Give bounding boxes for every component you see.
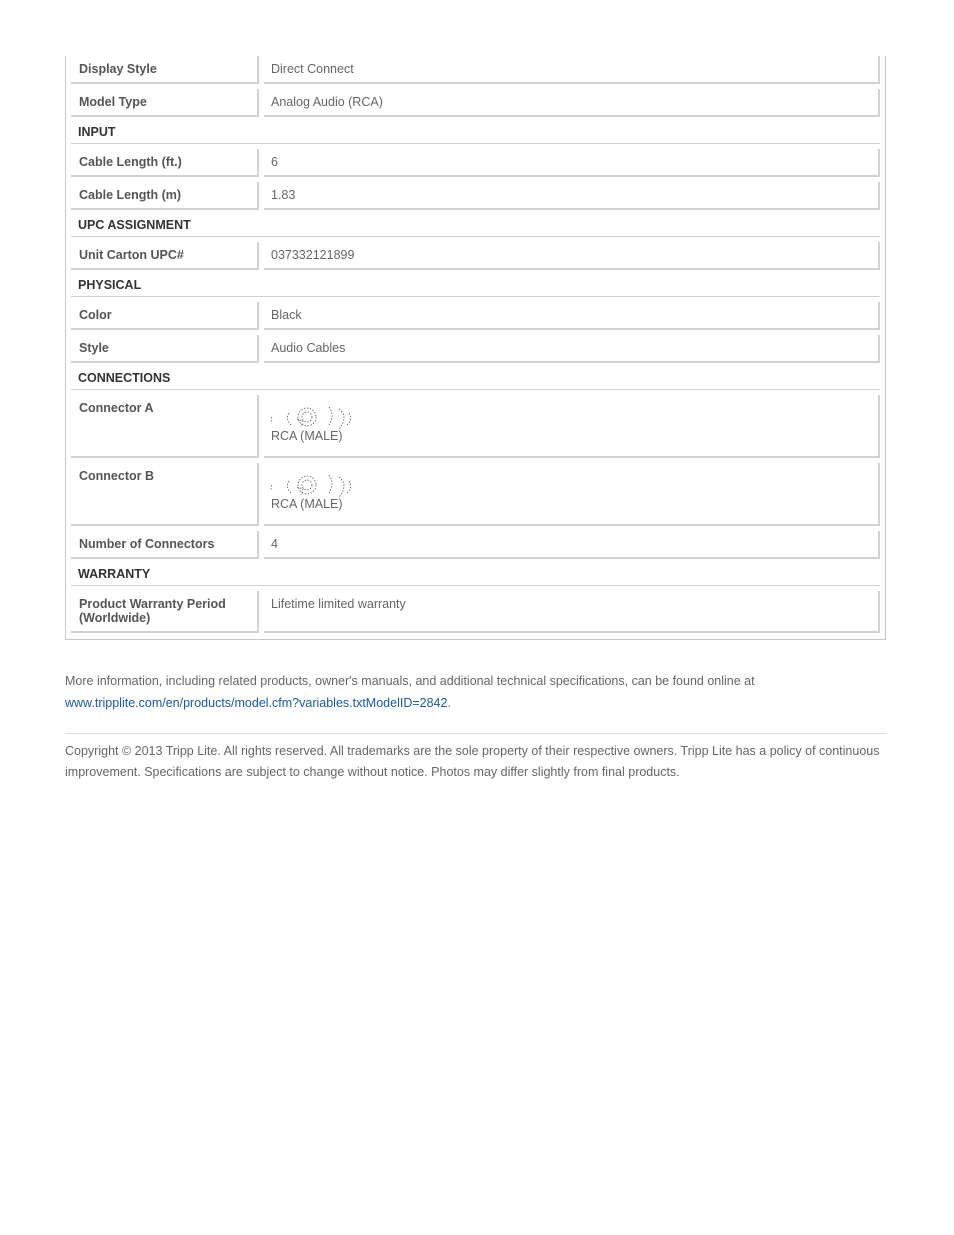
spec-value: Black <box>264 302 880 330</box>
more-info-paragraph <box>65 670 887 714</box>
section-header-warranty: WARRANTY <box>71 563 880 586</box>
section-header-input: INPUT <box>71 121 880 144</box>
spec-value-connector <box>264 395 880 458</box>
spec-row-model-type <box>71 89 880 117</box>
spec-row-cable-length-ft <box>71 149 880 177</box>
spec-row-display-style <box>71 56 880 84</box>
link-suffix: . <box>447 696 451 710</box>
copyright-notice: Copyright © 2013 Tripp Lite. All rights reserved. All trademarks are the sole property of their respective owners. Tripp Lite has a policy of continuous improvement. Specifications are subject to change without notice. Photos may differ slightly from final products. <box>65 744 880 779</box>
spec-label: Cable Length (ft.) <box>71 149 259 177</box>
spec-label: Display Style <box>71 56 259 84</box>
spec-label: Connector B <box>71 463 259 526</box>
spec-value: 037332121899 <box>264 242 880 270</box>
spec-label: Model Type <box>71 89 259 117</box>
spec-value: 4 <box>264 531 880 559</box>
footer-divider <box>65 733 887 734</box>
spec-label: Color <box>71 302 259 330</box>
spec-row-warranty-period <box>71 591 880 633</box>
spec-label: Product Warranty Period (Worldwide) <box>71 591 259 633</box>
spec-row-number-of-connectors <box>71 531 880 559</box>
connector-b-value: RCA (MALE) <box>271 497 343 511</box>
spec-table <box>65 56 886 640</box>
spec-row-connector-a <box>71 395 880 458</box>
spec-row-color <box>71 302 880 330</box>
spec-value: 6 <box>264 149 880 177</box>
more-info-text: More information, including related products, owner's manuals, and additional technical specifications, can be found online at <box>65 674 755 688</box>
spec-label: Connector A <box>71 395 259 458</box>
section-header-physical: PHYSICAL <box>71 274 880 297</box>
spec-row-connector-b <box>71 463 880 526</box>
spec-label: Cable Length (m) <box>71 182 259 210</box>
spec-value: Lifetime limited warranty <box>264 591 880 633</box>
spec-row-style <box>71 335 880 363</box>
spec-value: Analog Audio (RCA) <box>264 89 880 117</box>
section-header-connections: CONNECTIONS <box>71 367 880 390</box>
spec-label: Unit Carton UPC# <box>71 242 259 270</box>
spec-row-unit-carton-upc <box>71 242 880 270</box>
spec-value-connector <box>264 463 880 526</box>
connector-a-value: RCA (MALE) <box>271 429 343 443</box>
spec-value: Direct Connect <box>264 56 880 84</box>
spec-label: Number of Connectors <box>71 531 259 559</box>
spec-row-cable-length-m <box>71 182 880 210</box>
product-page-link[interactable]: www.tripplite.com/en/products/model.cfm?variables.txtModelID=2842 <box>65 696 448 710</box>
spec-value: Audio Cables <box>264 335 880 363</box>
spec-value: 1.83 <box>264 182 880 210</box>
spec-label: Style <box>71 335 259 363</box>
section-header-upc: UPC ASSIGNMENT <box>71 214 880 237</box>
